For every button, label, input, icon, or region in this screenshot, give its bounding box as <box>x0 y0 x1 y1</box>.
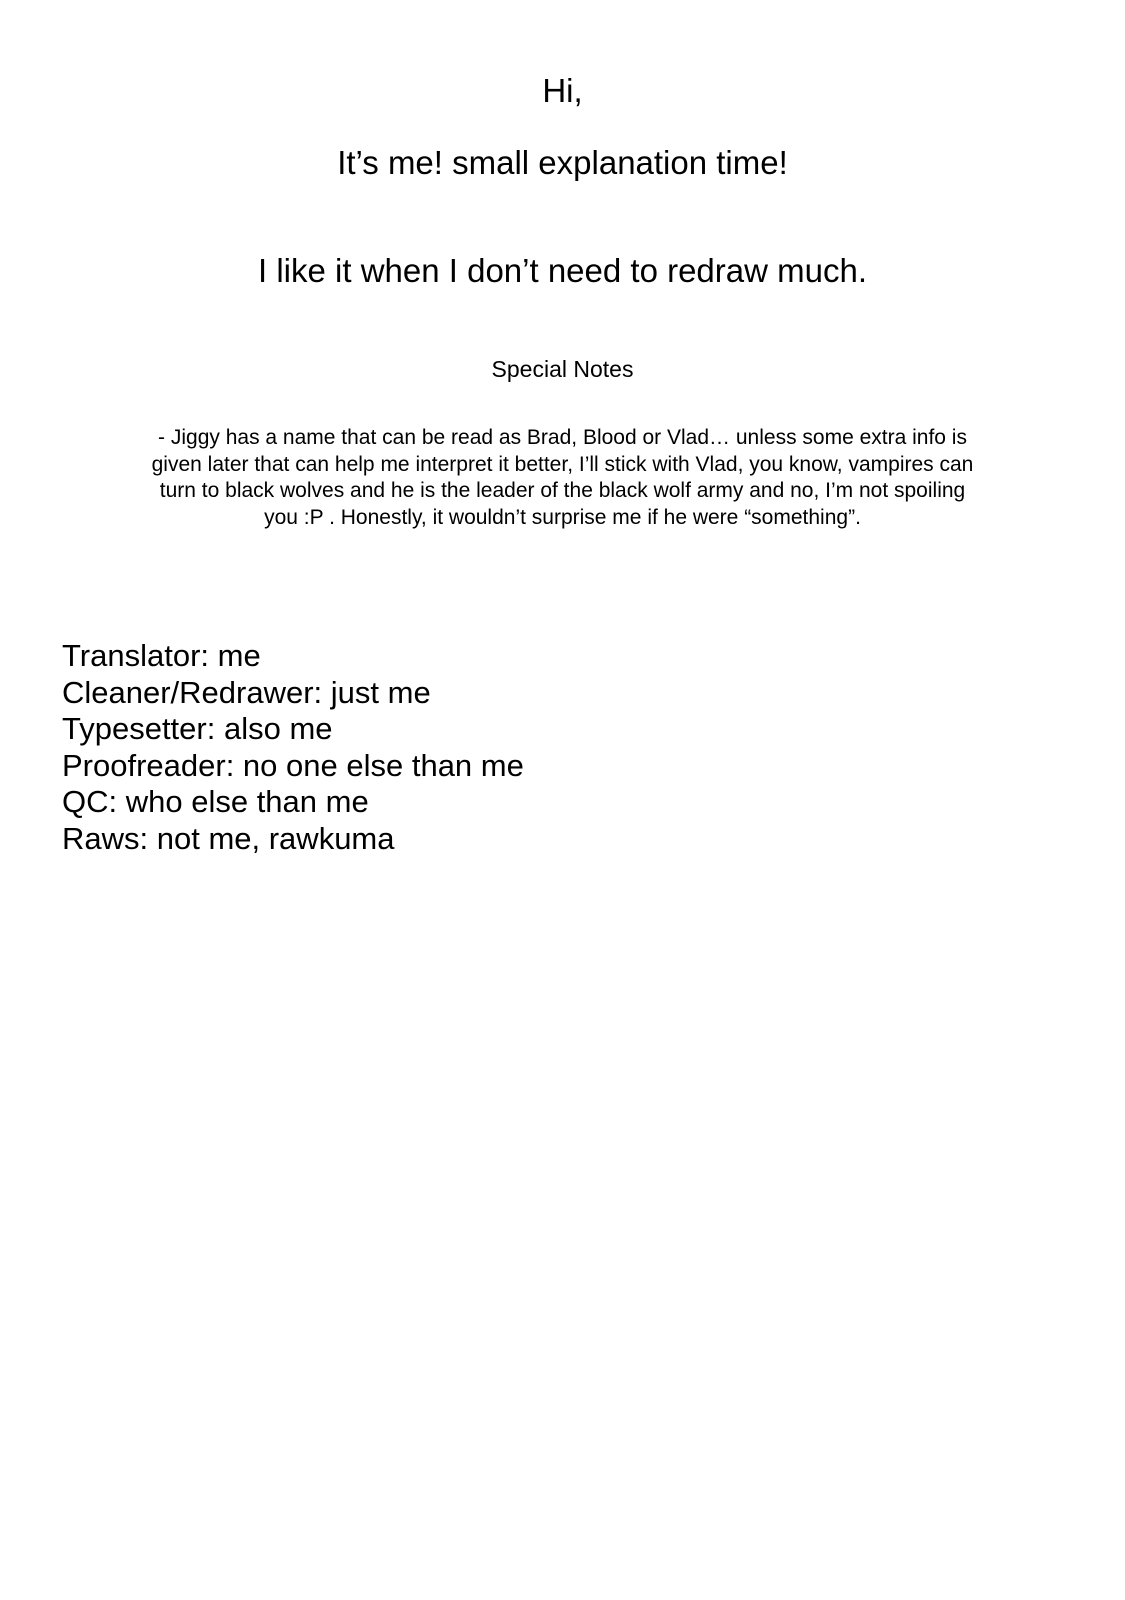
credits-list <box>62 638 524 857</box>
greeting-line-2: It’s me! small explanation time! <box>337 144 788 181</box>
special-notes-line-4: you :P . Honestly, it wouldn’t surprise me if he were “something”. <box>264 505 861 529</box>
credit-line-proofreader: Proofreader: no one else than me <box>62 747 524 783</box>
special-notes-line-3: turn to black wolves and he is the leader of the black wolf army and no, I’m not spoiling <box>159 479 966 502</box>
credit-line-typesetter: Typesetter: also me <box>62 711 333 746</box>
credit-line-translator: Translator: me <box>62 638 261 673</box>
credit-line-qc: QC: who else than me <box>62 784 369 819</box>
credit-line-cleaner-redrawer: Cleaner/Redrawer: just me <box>62 674 431 710</box>
special-notes-line-1: - Jiggy has a name that can be read as Brad, Blood or Vlad… unless some extra info is <box>158 426 967 449</box>
credit-line-raws: Raws: not me, rawkuma <box>62 820 395 856</box>
greeting-line-3: I like it when I don’t need to redraw much. <box>258 252 867 289</box>
special-notes-title: Special Notes <box>491 356 634 382</box>
special-notes-line-2: given later that can help me interpret it better, I’ll stick with Vlad, you know, vampires can <box>151 452 974 476</box>
special-notes-paragraph <box>0 425 1125 531</box>
greeting-line-1: Hi, <box>542 72 583 109</box>
